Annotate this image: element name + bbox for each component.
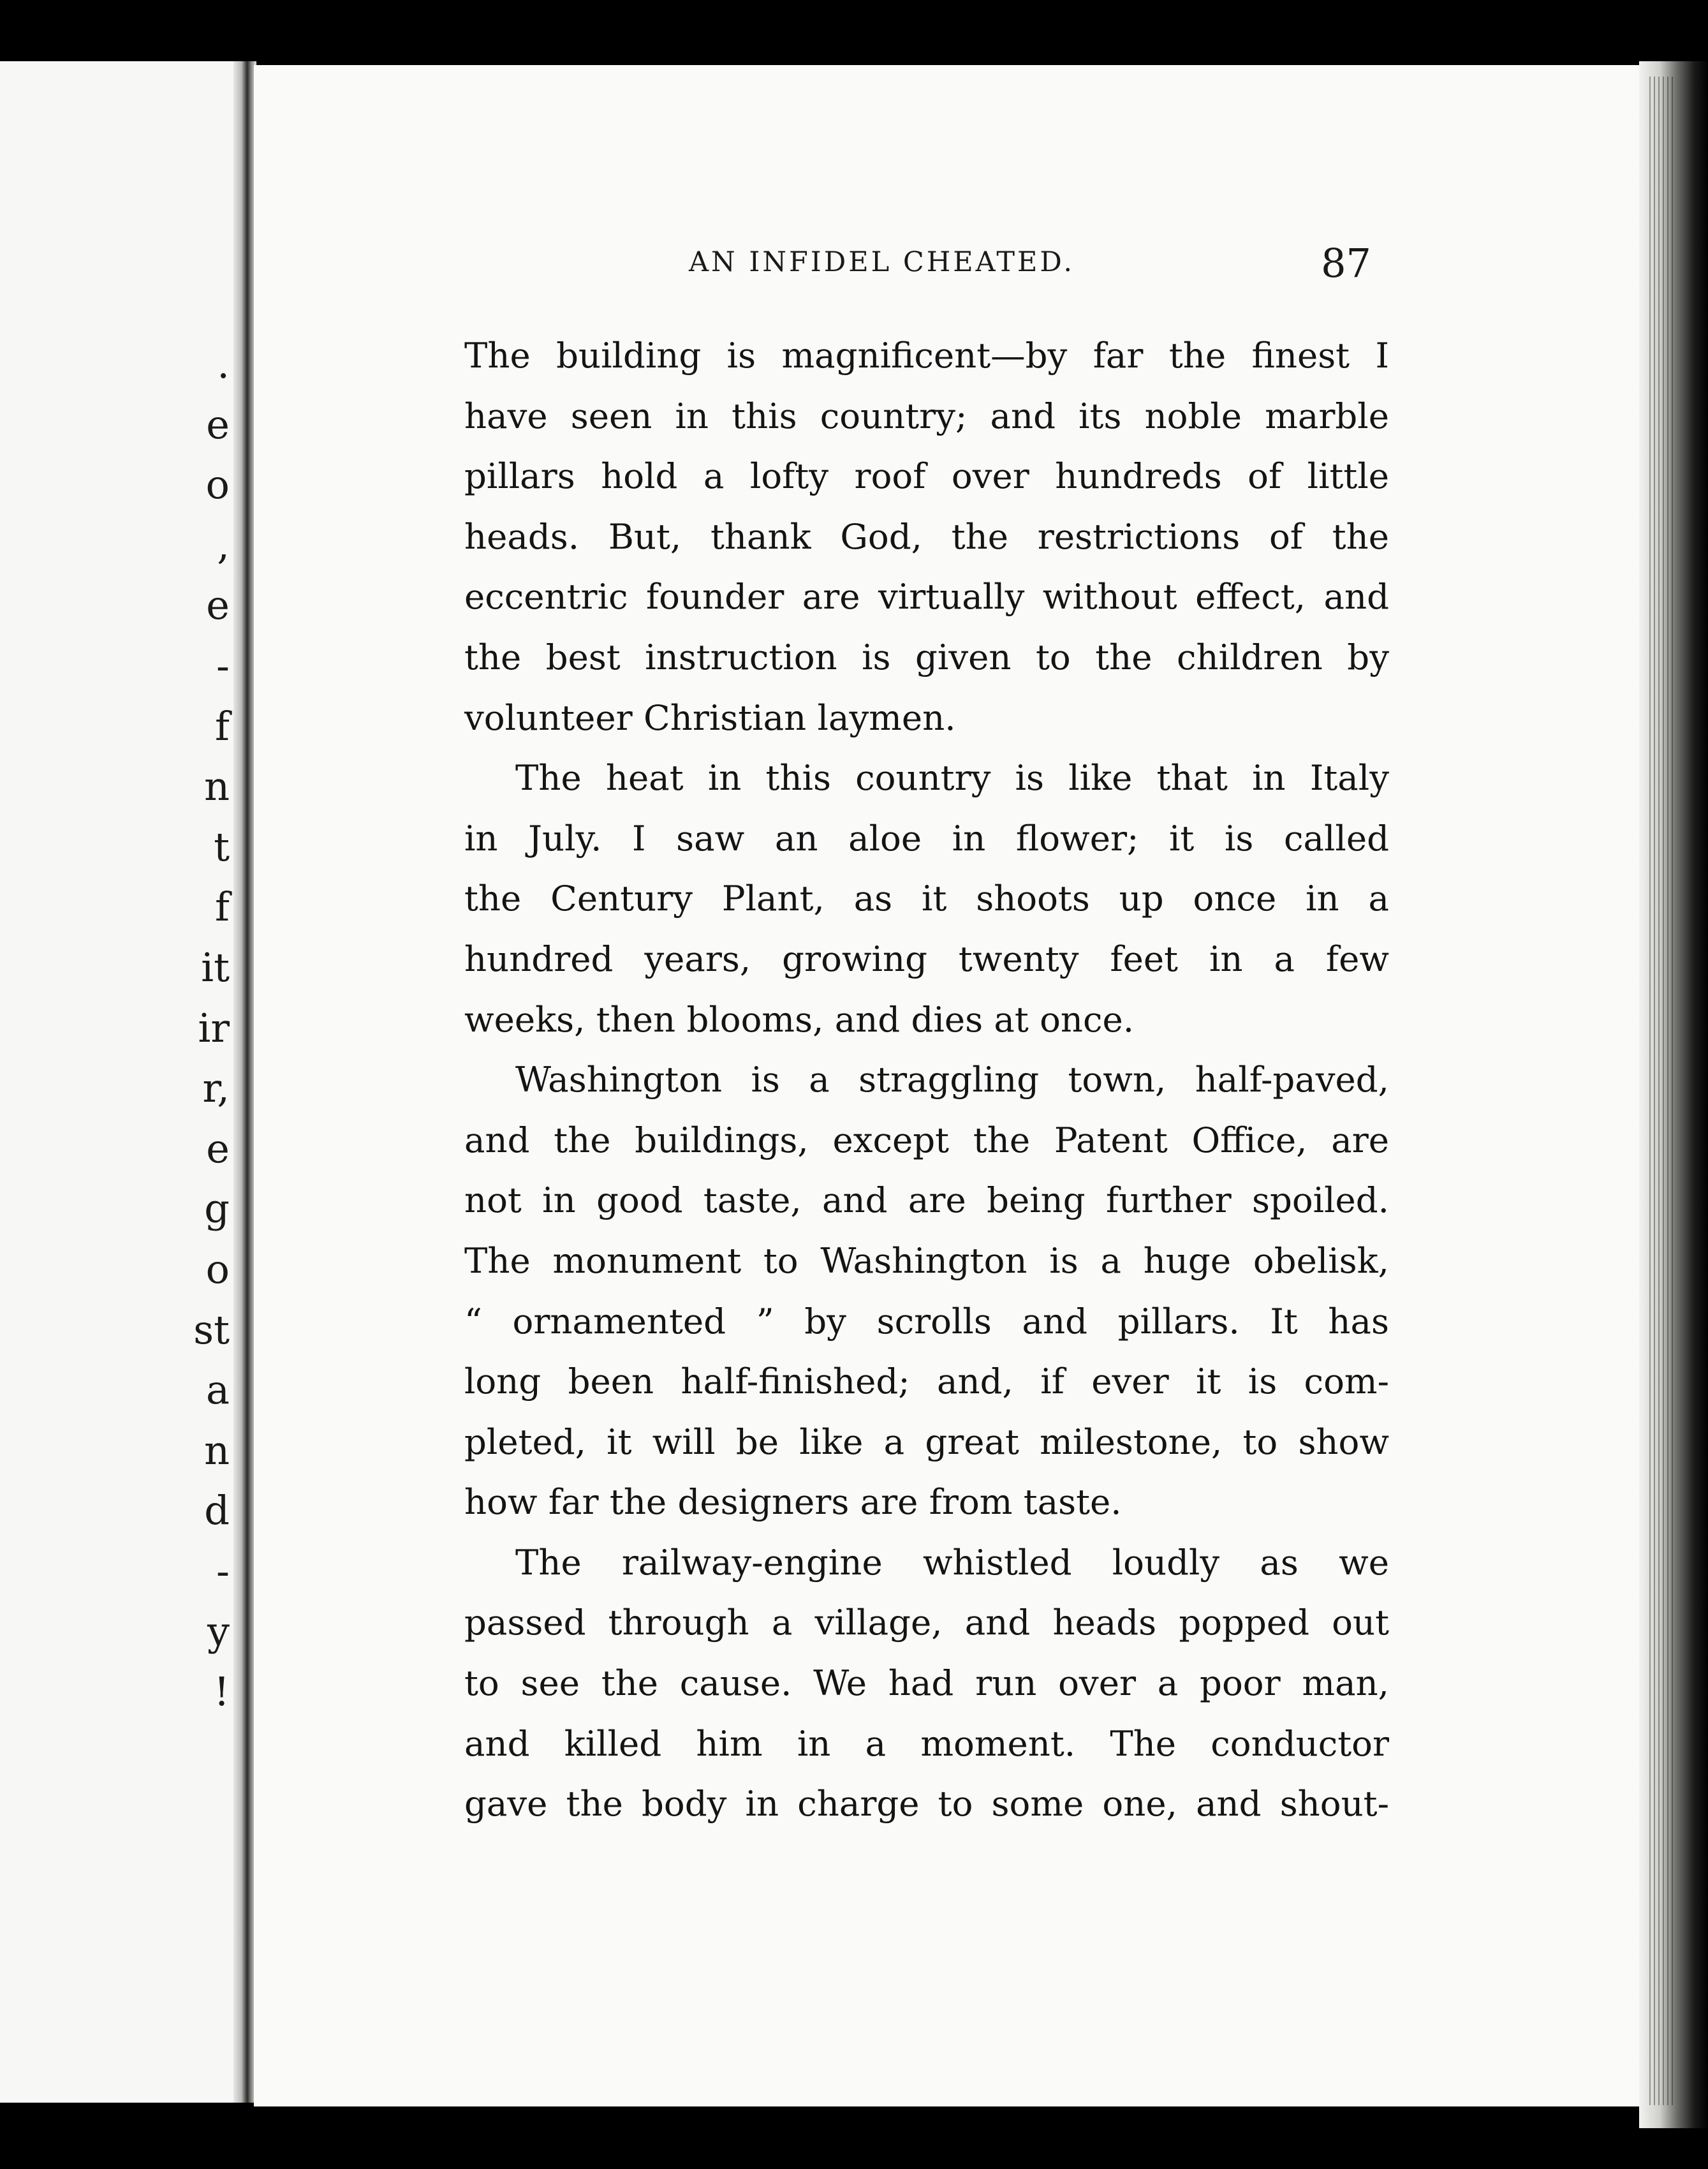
- bleed-char: -: [216, 1548, 230, 1594]
- text-line: Washington is a straggling town, half-paved,: [515, 1059, 1389, 1100]
- bleed-char: o: [205, 461, 230, 508]
- text-line: heads. But, thank God, the restrictions of the: [464, 515, 1389, 557]
- text-line: the Century Plant, as it shoots up once in a: [464, 878, 1389, 919]
- bleed-char: ir: [198, 1004, 230, 1051]
- bleed-char: f: [215, 702, 230, 750]
- running-head: AN INFIDEL CHEATED.: [689, 246, 1075, 278]
- page-edge-lines: [1649, 77, 1675, 2105]
- gutter-fold: [233, 61, 256, 2103]
- bleed-char: g: [204, 1185, 230, 1233]
- bleed-char: e: [206, 1125, 230, 1172]
- text-line: The railway-engine whistled loudly as we: [515, 1541, 1389, 1583]
- bleed-char: d: [204, 1487, 230, 1534]
- body-text: [464, 325, 1389, 1834]
- page-number: 87: [1321, 240, 1371, 286]
- text-line: The heat in this country is like that in Italy: [515, 757, 1389, 799]
- text-line: pillars hold a lofty roof over hundreds of little: [464, 455, 1389, 497]
- text-line: have seen in this country; and its noble marble: [464, 395, 1389, 436]
- text-line: to see the cause. We had run over a poor man,: [464, 1662, 1389, 1704]
- bleed-char: e: [206, 582, 230, 629]
- text-line: the best instruction is given to the children by: [464, 636, 1389, 677]
- paragraph: [464, 1532, 1389, 1834]
- text-line: passed through a village, and heads popped out: [464, 1602, 1389, 1643]
- bleed-char: !: [214, 1668, 230, 1715]
- text-line: “ ornamented ” by scrolls and pillars. It has: [464, 1300, 1389, 1342]
- text-line: eccentric founder are virtually without effect, and: [464, 576, 1389, 618]
- text-line: and the buildings, except the Patent Office, are: [464, 1119, 1389, 1160]
- text-line: hundred years, growing twenty feet in a few: [464, 938, 1389, 979]
- bleed-char: ,: [217, 521, 230, 568]
- bleed-char: n: [204, 763, 230, 810]
- bleed-char: a: [206, 1366, 230, 1414]
- text-line: The monument to Washington is a huge obelisk,: [464, 1240, 1389, 1281]
- text-line: how far the designers are from taste.: [464, 1481, 1122, 1523]
- text-line: gave the body in charge to some one, and shout-: [464, 1783, 1389, 1825]
- bleed-char: -: [216, 642, 230, 689]
- bleed-char: st: [193, 1306, 230, 1353]
- bleed-char: y: [207, 1608, 230, 1655]
- text-line: in July. I saw an aloe in flower; it is called: [464, 817, 1389, 859]
- bleed-char: r,: [202, 1065, 230, 1112]
- bleed-char: it: [201, 944, 230, 991]
- paragraph: [464, 325, 1389, 748]
- bleed-char: e: [206, 401, 230, 448]
- text-line: and killed him in a moment. The conductor: [464, 1722, 1389, 1764]
- bleed-char: f: [215, 884, 230, 931]
- paragraph: [464, 748, 1389, 1049]
- left-page-bleed-column: [0, 0, 230, 2169]
- text-line: volunteer Christian laymen.: [464, 697, 956, 738]
- text-line: long been half-finished; and, if ever it is com-: [464, 1361, 1389, 1402]
- text-line: not in good taste, and are being further spoiled.: [464, 1180, 1389, 1221]
- bleed-char: o: [205, 1246, 230, 1292]
- text-line: The building is magnificent—by far the finest I: [464, 335, 1389, 376]
- paragraph: [464, 1049, 1389, 1532]
- bleed-char: t: [214, 823, 230, 870]
- bleed-char: n: [204, 1426, 230, 1474]
- bleed-char: .: [217, 341, 230, 387]
- text-line: pleted, it will be like a great milestone, to show: [464, 1421, 1389, 1462]
- text-line: weeks, then blooms, and dies at once.: [464, 998, 1135, 1040]
